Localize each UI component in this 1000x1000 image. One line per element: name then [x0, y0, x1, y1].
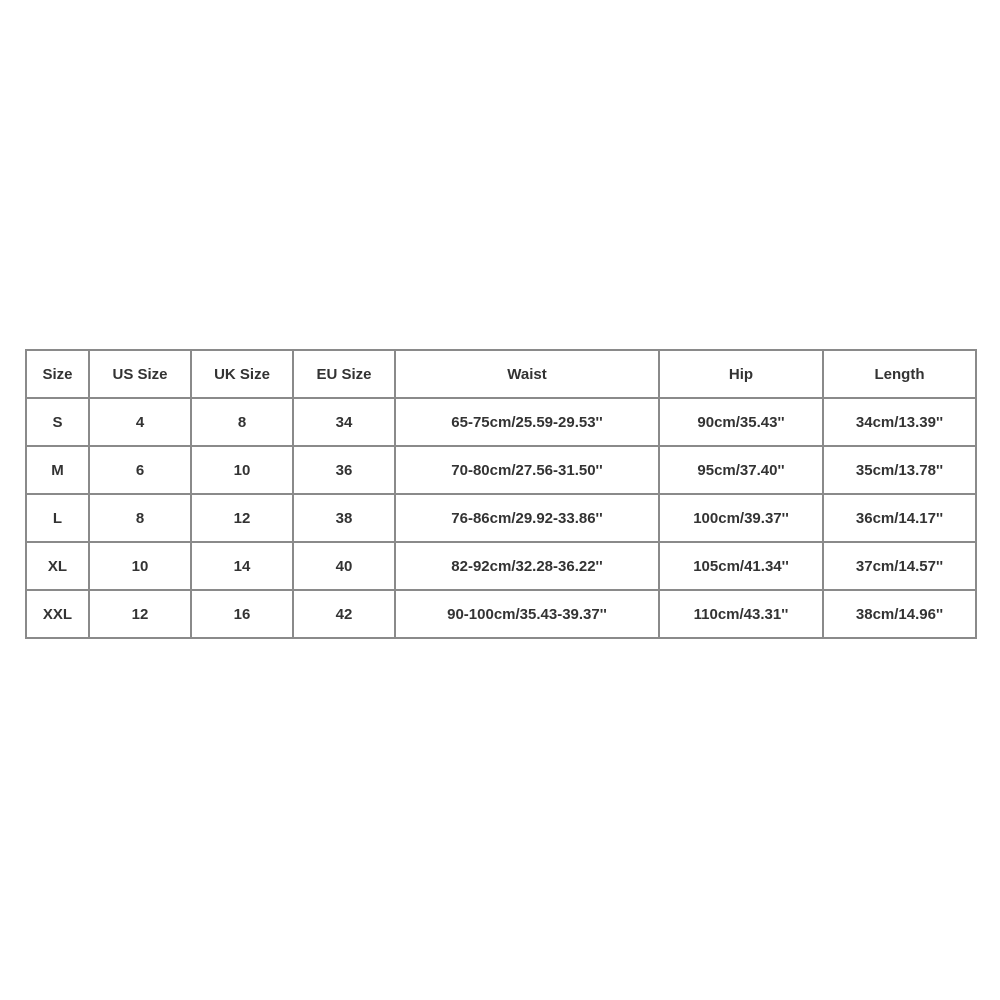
header-us-size: US Size [89, 350, 191, 398]
cell-size: XL [26, 542, 89, 590]
cell-waist: 90-100cm/35.43-39.37'' [395, 590, 659, 638]
header-size: Size [26, 350, 89, 398]
cell-us-size: 6 [89, 446, 191, 494]
cell-uk-size: 8 [191, 398, 293, 446]
cell-eu-size: 38 [293, 494, 395, 542]
header-length: Length [823, 350, 976, 398]
cell-uk-size: 10 [191, 446, 293, 494]
table-header-row [26, 350, 976, 398]
cell-waist: 70-80cm/27.56-31.50'' [395, 446, 659, 494]
cell-size: XXL [26, 590, 89, 638]
table-row [26, 494, 976, 542]
cell-size: M [26, 446, 89, 494]
cell-us-size: 10 [89, 542, 191, 590]
cell-hip: 105cm/41.34'' [659, 542, 823, 590]
cell-hip: 100cm/39.37'' [659, 494, 823, 542]
cell-length: 38cm/14.96'' [823, 590, 976, 638]
cell-uk-size: 12 [191, 494, 293, 542]
cell-length: 37cm/14.57'' [823, 542, 976, 590]
table-row [26, 542, 976, 590]
cell-hip: 90cm/35.43'' [659, 398, 823, 446]
cell-us-size: 12 [89, 590, 191, 638]
cell-waist: 76-86cm/29.92-33.86'' [395, 494, 659, 542]
cell-eu-size: 34 [293, 398, 395, 446]
cell-waist: 82-92cm/32.28-36.22'' [395, 542, 659, 590]
cell-size: L [26, 494, 89, 542]
cell-length: 35cm/13.78'' [823, 446, 976, 494]
header-hip: Hip [659, 350, 823, 398]
cell-eu-size: 40 [293, 542, 395, 590]
cell-eu-size: 36 [293, 446, 395, 494]
cell-uk-size: 16 [191, 590, 293, 638]
cell-length: 36cm/14.17'' [823, 494, 976, 542]
table-row [26, 446, 976, 494]
cell-eu-size: 42 [293, 590, 395, 638]
header-eu-size: EU Size [293, 350, 395, 398]
header-waist: Waist [395, 350, 659, 398]
table-row [26, 590, 976, 638]
cell-hip: 95cm/37.40'' [659, 446, 823, 494]
cell-uk-size: 14 [191, 542, 293, 590]
cell-length: 34cm/13.39'' [823, 398, 976, 446]
cell-waist: 65-75cm/25.59-29.53'' [395, 398, 659, 446]
size-chart-table [25, 349, 977, 639]
cell-us-size: 8 [89, 494, 191, 542]
cell-hip: 110cm/43.31'' [659, 590, 823, 638]
cell-us-size: 4 [89, 398, 191, 446]
header-uk-size: UK Size [191, 350, 293, 398]
cell-size: S [26, 398, 89, 446]
table-row [26, 398, 976, 446]
